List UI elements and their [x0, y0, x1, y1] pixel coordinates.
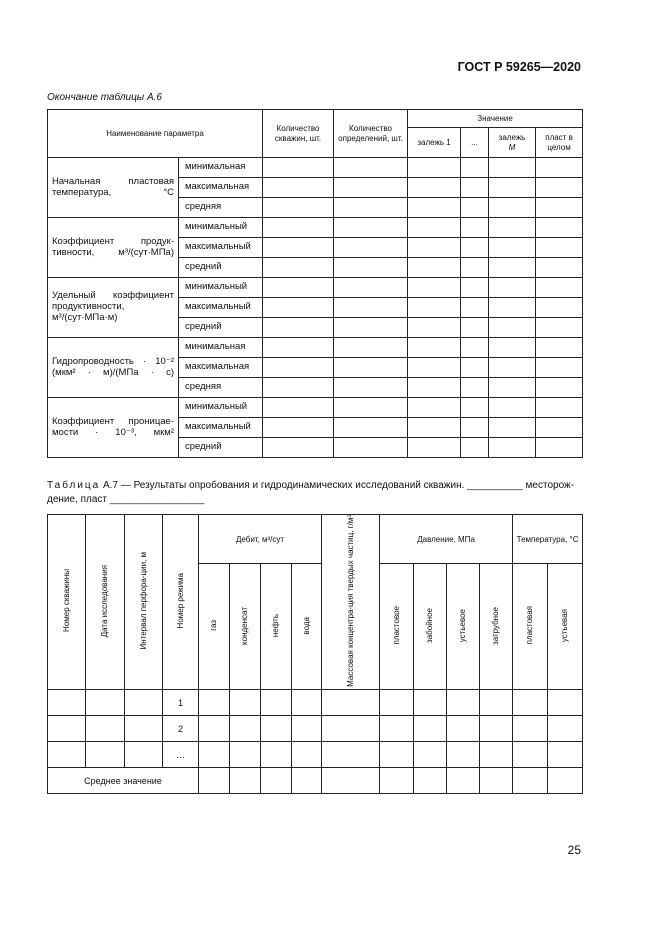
value-cell — [322, 690, 380, 716]
value-cell — [334, 198, 408, 218]
value-cell — [480, 690, 513, 716]
value-cell — [513, 768, 548, 794]
value-cell — [334, 298, 408, 318]
value-cell — [261, 716, 292, 742]
header-date: Дата исследования — [86, 515, 125, 690]
value-cell — [461, 318, 489, 338]
mode-cell: 1 — [163, 690, 199, 716]
value-cell — [48, 690, 86, 716]
value-cell — [408, 418, 461, 438]
value-cell — [461, 238, 489, 258]
value-cell — [536, 278, 583, 298]
value-cell — [513, 742, 548, 768]
value-cell — [125, 716, 163, 742]
value-cell — [408, 218, 461, 238]
value-cell — [461, 298, 489, 318]
value-cell — [536, 298, 583, 318]
parameter-name: Коэффициент продук-тивности, м³/(сут·МПа) — [48, 218, 179, 278]
header-interval: Интервал перфора-ции, м — [125, 515, 163, 690]
table-row — [48, 690, 583, 716]
value-cell — [86, 690, 125, 716]
header-ellipsis: ... — [461, 128, 489, 158]
value-cell — [334, 378, 408, 398]
value-cell — [380, 690, 414, 716]
value-cell — [292, 768, 322, 794]
value-cell — [489, 258, 536, 278]
parameter-name: Гидропроводность · 10⁻² (мкм² · м)/(МПа · с) — [48, 338, 179, 398]
table-row — [48, 716, 583, 742]
value-cell — [334, 338, 408, 358]
value-cell — [480, 768, 513, 794]
value-cell — [536, 178, 583, 198]
value-cell — [408, 258, 461, 278]
value-cell — [322, 716, 380, 742]
value-cell — [230, 742, 261, 768]
value-cell — [408, 238, 461, 258]
value-cell — [334, 318, 408, 338]
value-cell — [334, 218, 408, 238]
value-cell — [536, 338, 583, 358]
value-cell — [334, 238, 408, 258]
value-cell — [408, 298, 461, 318]
level-label: максимальная — [179, 358, 263, 378]
level-label: средняя — [179, 378, 263, 398]
value-cell — [334, 178, 408, 198]
value-cell — [536, 218, 583, 238]
value-cell — [86, 716, 125, 742]
header-mode: Номер режима — [163, 515, 199, 690]
value-cell — [536, 158, 583, 178]
table-row — [48, 338, 583, 358]
value-cell — [489, 298, 536, 318]
value-cell — [292, 742, 322, 768]
value-cell — [480, 716, 513, 742]
value-cell — [263, 358, 334, 378]
value-cell — [292, 690, 322, 716]
value-cell — [461, 198, 489, 218]
value-cell — [334, 278, 408, 298]
value-cell — [548, 742, 583, 768]
value-cell — [199, 716, 230, 742]
value-cell — [263, 198, 334, 218]
level-label: средний — [179, 258, 263, 278]
value-cell — [408, 438, 461, 458]
table-row — [48, 278, 583, 298]
value-cell — [263, 218, 334, 238]
table-row — [48, 398, 583, 418]
value-cell — [380, 742, 414, 768]
value-cell — [408, 198, 461, 218]
level-label: максимальный — [179, 298, 263, 318]
value-cell — [230, 690, 261, 716]
value-cell — [230, 716, 261, 742]
value-cell — [263, 298, 334, 318]
table-row — [48, 742, 583, 768]
value-cell — [480, 742, 513, 768]
value-cell — [263, 438, 334, 458]
value-cell — [334, 158, 408, 178]
value-cell — [489, 238, 536, 258]
value-cell — [513, 716, 548, 742]
value-cell — [461, 438, 489, 458]
mode-cell: 2 — [163, 716, 199, 742]
level-label: средний — [179, 438, 263, 458]
header-p-wellhead: устьевое — [447, 564, 480, 690]
mode-cell: … — [163, 742, 199, 768]
value-cell — [536, 258, 583, 278]
value-cell — [461, 418, 489, 438]
header-deposit-1: залежь 1 — [408, 128, 461, 158]
value-cell — [408, 278, 461, 298]
value-cell — [461, 258, 489, 278]
value-cell — [199, 768, 230, 794]
average-label: Среднее значение — [48, 768, 199, 794]
value-cell — [548, 690, 583, 716]
table-a7-caption: Таблица А.7 — Результаты опробования и гидродинамических исследований скважин. __________ месторож-дение, пласт _________________ — [47, 480, 575, 505]
value-cell — [263, 398, 334, 418]
header-param: Наименование параметра — [48, 110, 263, 158]
value-cell — [230, 768, 261, 794]
header-p-reservoir: пластовое — [380, 564, 414, 690]
header-t-wellhead: устьевая — [548, 564, 583, 690]
value-cell — [86, 742, 125, 768]
parameter-name: Коэффициент проницае-мости · 10⁻³, мкм² — [48, 398, 179, 458]
value-cell — [536, 358, 583, 378]
value-cell — [408, 378, 461, 398]
header-wells: Количество скважин, шт. — [263, 110, 334, 158]
level-label: средняя — [179, 198, 263, 218]
value-cell — [536, 438, 583, 458]
value-cell — [408, 158, 461, 178]
table-a6 — [47, 109, 583, 458]
value-cell — [408, 398, 461, 418]
level-label: максимальный — [179, 418, 263, 438]
value-cell — [461, 158, 489, 178]
value-cell — [461, 358, 489, 378]
header-p-bottom: забойное — [414, 564, 447, 690]
level-label: максимальная — [179, 178, 263, 198]
value-cell — [489, 198, 536, 218]
header-p-annulus: затрубное — [480, 564, 513, 690]
parameter-name: Начальная пластовая температура, °C — [48, 158, 179, 218]
level-label: минимальная — [179, 338, 263, 358]
value-cell — [489, 178, 536, 198]
value-cell — [489, 398, 536, 418]
value-cell — [489, 158, 536, 178]
value-cell — [489, 218, 536, 238]
header-gas: газ — [199, 564, 230, 690]
value-cell — [447, 742, 480, 768]
value-cell — [48, 742, 86, 768]
header-solids: Массовая концентра-ция твердых частиц, г/м³ — [322, 515, 380, 690]
value-cell — [548, 716, 583, 742]
value-cell — [263, 238, 334, 258]
header-plast: пласт в целом — [536, 128, 583, 158]
value-cell — [489, 338, 536, 358]
value-cell — [461, 398, 489, 418]
header-oil: нефть — [261, 564, 292, 690]
header-determinations: Количество определений, шт. — [334, 110, 408, 158]
value-cell — [408, 358, 461, 378]
header-deposit-m: залежь M — [489, 128, 536, 158]
document-code: ГОСТ Р 59265—2020 — [457, 60, 581, 74]
value-cell — [536, 398, 583, 418]
value-cell — [548, 768, 583, 794]
header-condensate: конденсат — [230, 564, 261, 690]
value-cell — [263, 158, 334, 178]
value-cell — [322, 768, 380, 794]
value-cell — [461, 218, 489, 238]
value-cell — [263, 378, 334, 398]
level-label: минимальный — [179, 218, 263, 238]
value-cell — [263, 258, 334, 278]
value-cell — [447, 768, 480, 794]
value-cell — [414, 690, 447, 716]
table-a6-caption: Окончание таблицы А.6 — [47, 92, 162, 103]
value-cell — [414, 716, 447, 742]
value-cell — [536, 378, 583, 398]
value-cell — [125, 742, 163, 768]
value-cell — [199, 690, 230, 716]
header-well-number: Номер скважины — [48, 515, 86, 690]
value-cell — [489, 318, 536, 338]
value-cell — [408, 178, 461, 198]
value-cell — [447, 690, 480, 716]
value-cell — [261, 768, 292, 794]
value-cell — [261, 690, 292, 716]
value-cell — [461, 338, 489, 358]
value-cell — [536, 418, 583, 438]
value-cell — [334, 418, 408, 438]
level-label: средний — [179, 318, 263, 338]
header-temperature: Температура, °С — [513, 515, 583, 564]
value-cell — [261, 742, 292, 768]
level-label: минимальный — [179, 278, 263, 298]
value-cell — [489, 438, 536, 458]
table-a6-body — [48, 158, 583, 458]
value-cell — [447, 716, 480, 742]
header-debit: Дебит, м³/сут — [199, 515, 322, 564]
value-cell — [292, 716, 322, 742]
value-cell — [414, 768, 447, 794]
value-cell — [322, 742, 380, 768]
value-cell — [536, 198, 583, 218]
value-cell — [334, 258, 408, 278]
level-label: минимальная — [179, 158, 263, 178]
value-cell — [380, 716, 414, 742]
value-cell — [263, 418, 334, 438]
value-cell — [461, 378, 489, 398]
value-cell — [489, 278, 536, 298]
page-number: 25 — [567, 843, 581, 857]
value-cell — [199, 742, 230, 768]
value-cell — [48, 716, 86, 742]
table-a7 — [47, 514, 583, 794]
value-cell — [263, 338, 334, 358]
level-label: минимальный — [179, 398, 263, 418]
value-cell — [263, 278, 334, 298]
header-t-reservoir: пластовая — [513, 564, 548, 690]
value-cell — [489, 358, 536, 378]
table-row — [48, 218, 583, 238]
value-cell — [334, 398, 408, 418]
level-label: максимальный — [179, 238, 263, 258]
value-cell — [334, 358, 408, 378]
value-cell — [125, 690, 163, 716]
value-cell — [263, 318, 334, 338]
value-cell — [513, 690, 548, 716]
value-cell — [536, 238, 583, 258]
table-row — [48, 158, 583, 178]
value-cell — [334, 438, 408, 458]
header-value: Значение — [408, 110, 583, 128]
value-cell — [461, 178, 489, 198]
value-cell — [408, 338, 461, 358]
value-cell — [536, 318, 583, 338]
value-cell — [489, 378, 536, 398]
parameter-name: Удельный коэффициент продуктивности, м³/(сут·МПа·м) — [48, 278, 179, 338]
header-water: вода — [292, 564, 322, 690]
average-row — [48, 768, 583, 794]
value-cell — [414, 742, 447, 768]
value-cell — [489, 418, 536, 438]
value-cell — [461, 278, 489, 298]
value-cell — [380, 768, 414, 794]
value-cell — [408, 318, 461, 338]
table-a7-body — [48, 690, 583, 794]
value-cell — [263, 178, 334, 198]
header-pressure: Давление, МПа — [380, 515, 513, 564]
